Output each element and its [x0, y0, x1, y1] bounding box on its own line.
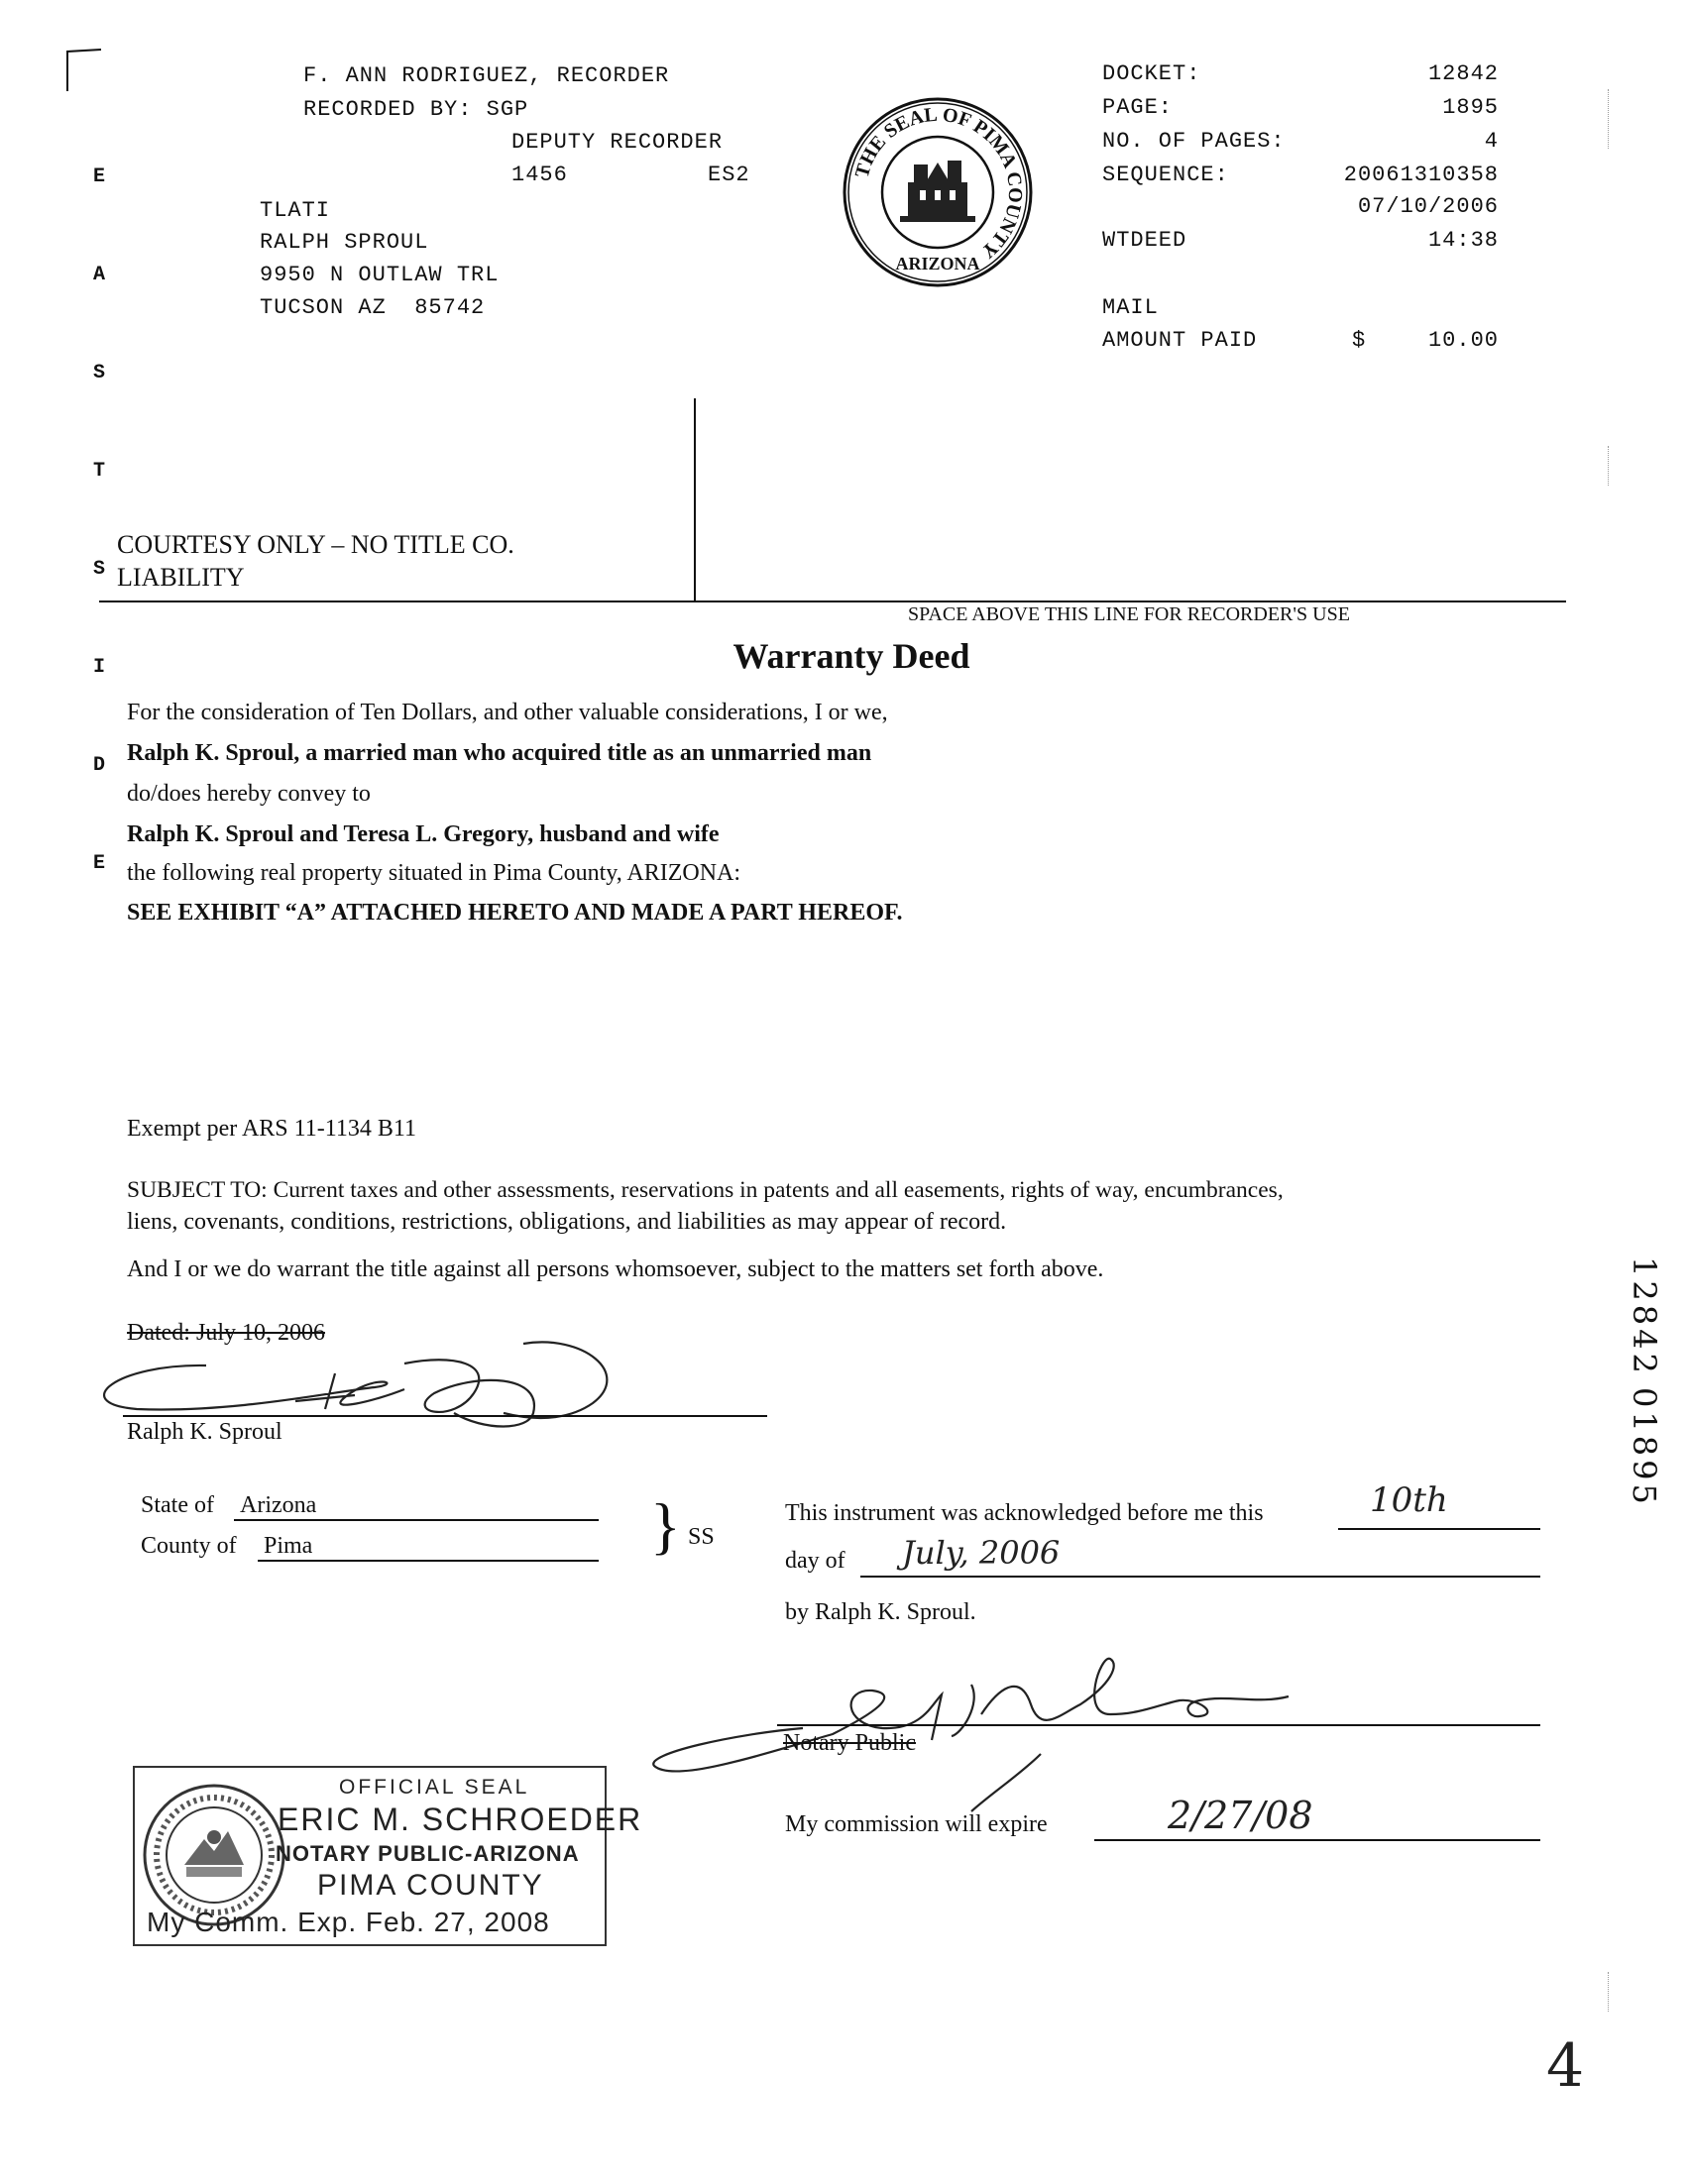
- sequence-value: 20061310358: [1343, 163, 1499, 187]
- page-number-mark: 4: [1546, 2031, 1585, 2101]
- courthouse-icon: [900, 161, 975, 222]
- margin-docket-page-number: [1614, 1247, 1673, 1514]
- seal-ring-text: THE SEAL OF PIMA COUNTY: [850, 103, 1027, 263]
- county-label: County of: [141, 1533, 237, 1559]
- county-field-line: [258, 1560, 599, 1562]
- ss-label: SS: [688, 1524, 715, 1550]
- dated-text: Dated: July 10, 2006: [127, 1320, 325, 1346]
- stamp-line-county: PIMA COUNTY: [317, 1869, 544, 1902]
- margin-number-text: 01895: [1626, 1387, 1663, 1508]
- acknowledgment-text: This instrument was acknowledged before me this: [785, 1500, 1264, 1526]
- side-letter: I: [93, 656, 107, 679]
- side-letter: S: [93, 558, 107, 581]
- courtesy-notice: COURTESY ONLY – NO TITLE CO.: [117, 530, 514, 559]
- courtesy-notice: LIABILITY: [117, 563, 245, 592]
- side-letter: E: [93, 165, 107, 188]
- pages-value: 4: [1484, 129, 1499, 154]
- grantor-text: Ralph K. Sproul, a married man who acquired title as an unmarried man: [127, 740, 872, 766]
- signer-name: Ralph K. Sproul: [127, 1419, 282, 1445]
- document-title: Warranty Deed: [732, 636, 970, 676]
- margin-tick-marks: [1608, 89, 1611, 149]
- recorder-name: F. ANN RODRIGUEZ, RECORDER: [303, 63, 670, 88]
- state-field-line: [234, 1519, 599, 1521]
- consideration-text: For the consideration of Ten Dollars, and other valuable considerations, I or we,: [127, 700, 888, 725]
- grantee-text: Ralph K. Sproul and Teresa L. Gregory, husband and wife: [127, 821, 720, 847]
- side-letter: T: [93, 460, 107, 483]
- return-to-line: 9950 N OUTLAW TRL: [260, 263, 500, 287]
- exhibit-text: SEE EXHIBIT “A” ATTACHED HERETO AND MADE A PART HEREOF.: [127, 900, 903, 926]
- signature-line: [123, 1415, 767, 1417]
- exempt-text: Exempt per ARS 11-1134 B11: [127, 1116, 416, 1142]
- notary-label: Notary Public: [783, 1730, 916, 1756]
- margin-tick-marks: [1608, 446, 1611, 486]
- side-letter: D: [93, 754, 107, 777]
- deputy-recorder: DEPUTY RECORDER: [511, 130, 724, 155]
- state-value: Arizona: [240, 1492, 317, 1518]
- recorders-use-caption: SPACE ABOVE THIS LINE FOR RECORDER'S USE: [908, 603, 1350, 625]
- subject-to-text: liens, covenants, conditions, restrictions, obligations, and liabilities as may appear of record.: [127, 1209, 1007, 1235]
- return-to-line: TUCSON AZ 85742: [260, 295, 486, 320]
- corner-bracket-mark: [65, 48, 105, 93]
- brace: }: [650, 1490, 681, 1561]
- seal-bottom-text: ARIZONA: [895, 254, 980, 273]
- day-of-value: July, 2006: [902, 1534, 1061, 1572]
- commission-line: [1094, 1839, 1540, 1841]
- sequence-label: SEQUENCE:: [1102, 163, 1229, 187]
- recording-date: 07/10/2006: [1357, 194, 1499, 219]
- return-to-line: RALPH SPROUL: [260, 230, 429, 255]
- property-text: the following real property situated in Pima County, ARIZONA:: [127, 860, 741, 886]
- recorder-box-divider: [694, 398, 696, 602]
- pima-county-seal: [841, 95, 1035, 289]
- recorded-by: RECORDED BY: SGP: [303, 97, 529, 122]
- side-letter: S: [93, 362, 107, 384]
- amount-value: 10.00: [1427, 328, 1499, 353]
- warrant-text: And I or we do warrant the title against all persons whomsoever, subject to the matters set forth above.: [127, 1256, 1104, 1282]
- docket-label: DOCKET:: [1102, 61, 1201, 86]
- commission-expiration: 2/27/08: [1168, 1794, 1313, 1837]
- stamp-line-official-seal: OFFICIAL SEAL: [339, 1776, 530, 1799]
- ack-day-line: [1338, 1528, 1540, 1530]
- stamp-line-expiration: My Comm. Exp. Feb. 27, 2008: [147, 1907, 550, 1937]
- eastside-side-label: [93, 95, 119, 913]
- recorder-use-line: [99, 601, 1566, 602]
- day-of-label: day of: [785, 1548, 845, 1574]
- docket-value: 12842: [1427, 61, 1499, 86]
- currency-symbol: $: [1352, 328, 1367, 353]
- document-type: WTDEED: [1102, 228, 1187, 253]
- side-letter: E: [93, 852, 107, 875]
- margin-tick-marks: [1608, 1972, 1611, 2012]
- stamp-line-notary-name: ERIC M. SCHROEDER: [278, 1802, 643, 1837]
- page-value: 1895: [1442, 95, 1499, 120]
- return-to-line: TLATI: [260, 198, 331, 223]
- county-value: Pima: [264, 1533, 313, 1559]
- stamp-line-notary-public: NOTARY PUBLIC-ARIZONA: [276, 1841, 580, 1866]
- recorder-code: 1456: [511, 163, 568, 187]
- commission-label: My commission will expire: [785, 1811, 1048, 1837]
- recorder-code-2: ES2: [708, 163, 750, 187]
- amount-label: AMOUNT PAID: [1102, 328, 1258, 353]
- page-label: PAGE:: [1102, 95, 1174, 120]
- margin-number-text: 12842: [1626, 1256, 1663, 1377]
- state-label: State of: [141, 1492, 214, 1518]
- day-of-line: [860, 1576, 1540, 1578]
- notary-signature-line: [777, 1724, 1540, 1726]
- notary-signature: [644, 1645, 1318, 1813]
- pages-label: NO. OF PAGES:: [1102, 129, 1286, 154]
- side-letter: A: [93, 264, 107, 286]
- recording-time: 14:38: [1427, 228, 1499, 253]
- notary-stamp: [133, 1766, 643, 1946]
- acknowledgment-day: 10th: [1370, 1480, 1448, 1520]
- mail-label: MAIL: [1102, 295, 1159, 320]
- by-line: by Ralph K. Sproul.: [785, 1599, 976, 1625]
- convey-text: do/does hereby convey to: [127, 781, 371, 807]
- subject-to-text: SUBJECT TO: Current taxes and other assessments, reservations in patents and all easements, rights of way, encumbrances,: [127, 1177, 1284, 1203]
